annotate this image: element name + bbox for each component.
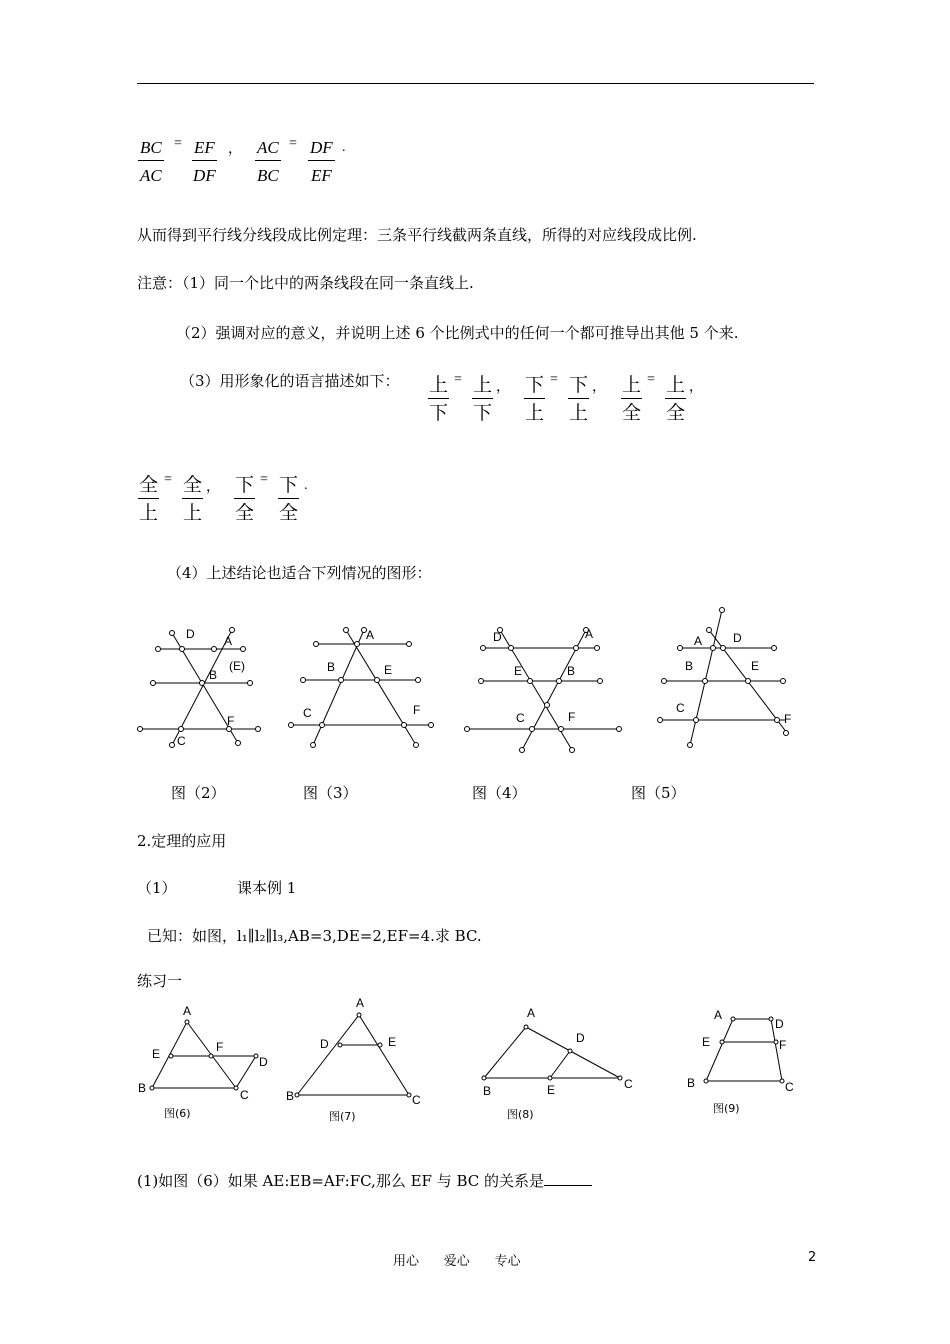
- label-c: C: [177, 734, 186, 748]
- label-c: C: [412, 1093, 421, 1107]
- cjk-fraction: 上 全: [622, 374, 642, 424]
- equals-sign: =: [164, 472, 172, 487]
- label-c: C: [303, 706, 312, 720]
- comma: ，: [228, 142, 242, 157]
- answer-blank[interactable]: [544, 1171, 592, 1186]
- given-text: 已知：如图，l₁∥l₂∥l₃,AB=3,DE=2,EF=4.求 BC.: [147, 927, 482, 945]
- cjk-fraction: 下 上: [569, 374, 589, 424]
- label-e: E: [388, 1035, 397, 1049]
- label-e-paren: (E): [229, 659, 245, 673]
- label-e: E: [514, 664, 523, 678]
- equals-sign: =: [260, 472, 268, 487]
- period: .: [304, 478, 308, 493]
- figure-9-caption: 图(9): [713, 1102, 740, 1115]
- label-c: C: [516, 711, 525, 725]
- figure-7-caption: 图(7): [329, 1110, 356, 1123]
- figure-5-caption: 图（5）: [631, 784, 686, 802]
- label-e: E: [152, 1047, 161, 1061]
- fraction-ef-df: $\frac{EF}{DF}$: [193, 138, 216, 185]
- cjk-fraction: 下 上: [525, 374, 545, 424]
- equals-sign: =: [174, 136, 182, 151]
- label-d: D: [493, 630, 502, 644]
- label-b: B: [209, 668, 218, 682]
- note-4: （4）上述结论也适合下列情况的图形：: [167, 564, 432, 582]
- label-f: F: [568, 710, 576, 724]
- label-e: E: [751, 659, 760, 673]
- label-b: B: [687, 1076, 696, 1090]
- fraction-ac-bc: $\frac{AC}{BC}$: [257, 138, 279, 185]
- label-e: E: [384, 663, 393, 677]
- label-c: C: [624, 1077, 633, 1091]
- label-e: E: [702, 1035, 711, 1049]
- note-3: （3）用形象化的语言描述如下：: [180, 372, 400, 390]
- label-a: A: [694, 634, 703, 648]
- comma: ，: [496, 380, 510, 395]
- equals-sign: =: [289, 136, 297, 151]
- label-d: D: [733, 631, 742, 645]
- section-title: 2.定理的应用: [137, 832, 227, 850]
- label-d: D: [259, 1055, 268, 1069]
- label-a: A: [366, 628, 375, 642]
- label-f: F: [216, 1040, 224, 1054]
- comma: ，: [689, 380, 703, 395]
- figure-3: [291, 630, 431, 745]
- equals-sign: =: [647, 372, 655, 387]
- label-e: E: [547, 1083, 556, 1097]
- comma: ，: [592, 380, 606, 395]
- practice-title: 练习一: [137, 972, 183, 990]
- label-b: B: [483, 1084, 492, 1098]
- label-f: F: [784, 712, 792, 726]
- label-d: D: [576, 1031, 585, 1045]
- theorem-text: 从而得到平行线分线段成比例定理：三条平行线截两条直线，所得的对应线段成比例.: [137, 226, 697, 244]
- label-a: A: [714, 1008, 723, 1022]
- figures-row-2: [0, 990, 950, 1130]
- label-f: F: [779, 1038, 787, 1052]
- fraction-df-ef: $\frac{DF}{EF}$: [310, 138, 333, 185]
- footer-slogan: 用心 爱心 专心: [393, 1254, 521, 1269]
- comma: ，: [206, 480, 220, 495]
- cjk-fraction: 下 全: [279, 474, 299, 524]
- equals-sign: =: [550, 372, 558, 387]
- note-1: 注意：（1）同一个比中的两条线段在同一条直线上.: [137, 274, 474, 292]
- item-1-number: （1）: [137, 879, 177, 897]
- label-b: B: [685, 659, 694, 673]
- cjk-fraction: 上 全: [666, 374, 686, 424]
- figure-5: [660, 610, 787, 745]
- figure-6-caption: 图(6): [164, 1107, 191, 1120]
- item-1-text: 课本例 1: [237, 879, 297, 897]
- label-b: B: [327, 660, 336, 674]
- label-c: C: [676, 701, 685, 715]
- label-c: C: [240, 1088, 249, 1102]
- figure-2-caption: 图（2）: [171, 784, 226, 802]
- figure-4-caption: 图（4）: [472, 784, 527, 802]
- label-d: D: [186, 627, 195, 641]
- cjk-fraction: 全 上: [183, 474, 203, 524]
- label-a: A: [527, 1006, 536, 1020]
- cjk-fraction: 下 全: [235, 474, 255, 524]
- label-b: B: [286, 1089, 295, 1103]
- equals-sign: =: [454, 372, 462, 387]
- label-a: A: [183, 1004, 192, 1018]
- cjk-fraction: 全 上: [139, 474, 159, 524]
- label-f: F: [413, 703, 421, 717]
- label-a: A: [356, 996, 365, 1010]
- period: .: [342, 140, 346, 155]
- label-b: B: [567, 664, 576, 678]
- label-d: D: [320, 1037, 329, 1051]
- label-f: F: [227, 714, 235, 728]
- figure-8-caption: 图(8): [507, 1108, 534, 1121]
- label-a: A: [224, 634, 233, 648]
- figure-3-caption: 图（3）: [303, 784, 358, 802]
- label-c: C: [785, 1080, 794, 1094]
- cjk-fraction: 上 下: [473, 374, 493, 424]
- page-number: 2: [808, 1250, 817, 1265]
- label-a: A: [585, 627, 594, 641]
- cjk-fraction: 上 下: [429, 374, 449, 424]
- fraction-bc-ac: $\frac{BC}{AC}$: [140, 138, 162, 185]
- label-d: D: [775, 1017, 784, 1031]
- label-b: B: [138, 1081, 147, 1095]
- note-2: （2）强调对应的意义，并说明上述 6 个比例式中的任何一个都可推导出其他 5 个来.: [176, 324, 739, 342]
- question-1: (1)如图（6）如果 AE:EB=AF:FC,那么 EF 与 BC 的关系是: [137, 1170, 592, 1191]
